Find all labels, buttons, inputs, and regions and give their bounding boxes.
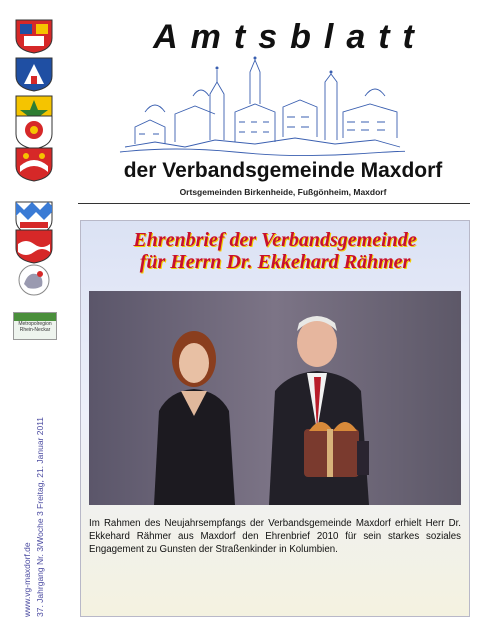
headline-line-1: Ehrenbrief der Verbandsgemeinde [133,229,417,251]
crest-wave-icon [14,228,54,264]
headline-line-2: für Herrn Dr. Ekkehard Rähmer [139,251,411,273]
sidebar-vertical-text [22,372,54,622]
partner-logo-icon [14,262,54,298]
town-sketch-illustration [115,52,405,164]
sidebar [0,0,68,640]
crest-birkenheide-icon [14,56,54,92]
metropolregion-logo-line2: Rhein-Neckar [19,327,51,333]
masthead-subtitle: der Verbandsgemeinde Maxdorf [123,159,443,182]
masthead-title: Amtsblatt [153,18,427,56]
lead-article [80,220,470,617]
website-url: www.vg-maxdorf.de [22,542,32,617]
crest-verbandsgemeinde-icon [14,18,54,54]
header-divider [78,203,470,204]
crest-maxdorf-icon [14,114,54,150]
article-headline [81,229,469,273]
metropolregion-logo [13,312,57,340]
member-towns: Ortsgemeinden Birkenheide, Fußgönheim, Maxdorf [179,187,387,197]
issue-info: 37. Jahrgang Nr. 3/Woche 3 Freitag, 21. Januar 2011 [35,416,45,617]
article-caption: Im Rahmen des Neujahrsempfangs der Verbandsgemeinde Maxdorf erhielt Herr Dr. Ekkehard Rähmer aus Maxdorf den Ehrenbrief 2010 für sein starkes soziales Engagement zu Gunsten der Straßenkinder in Kolumbien. [89,518,461,555]
metropolregion-logo-line1: Metropolregion [18,321,52,327]
article-photo [89,291,461,505]
crest-red-white-icon [14,146,54,182]
